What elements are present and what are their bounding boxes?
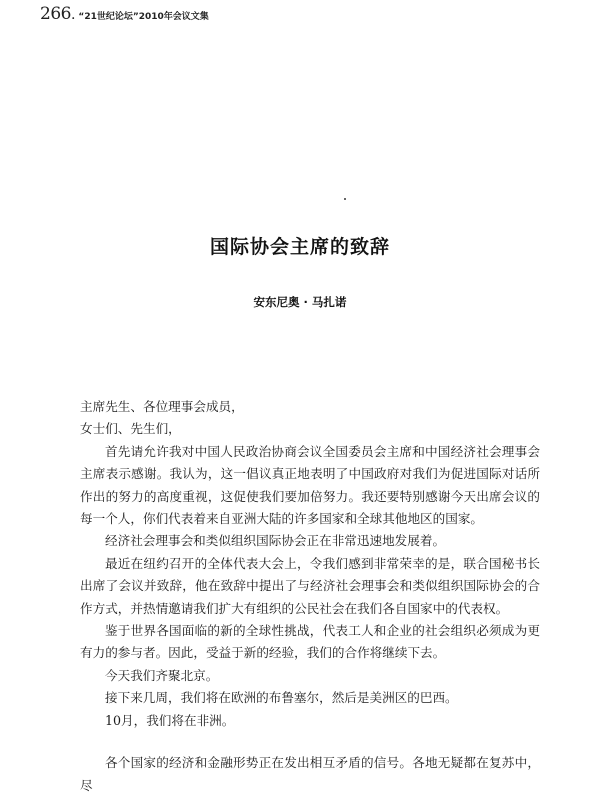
- article-title: 国际协会主席的致辞: [209, 236, 390, 258]
- body-paragraph: 10月，我们将在非洲。: [105, 712, 235, 728]
- journal-name: “21世纪论坛”2010年会议文集: [78, 12, 209, 22]
- running-header: [40, 4, 209, 24]
- body-paragraph: 接下来几周，我们将在欧洲的布鲁塞尔，然后是美洲区的巴西。: [105, 690, 458, 706]
- body-paragraph: 经济社会理事会和类似组织国际协会正在非常迅速地发展着。: [105, 533, 446, 549]
- body-paragraph: 鉴于世界各国面临的新的全球性挑战，代表工人和企业的社会组织必须成为更有力的参与者。因此，受益于新的经验，我们的合作将继续下去。: [80, 623, 540, 661]
- author-name: 安东尼奥 · 马扎诺: [253, 295, 347, 309]
- print-mark: [344, 198, 346, 200]
- body-paragraph: 今天我们齐聚北京。: [105, 667, 219, 683]
- body-paragraph: 最近在纽约召开的全体代表大会上，令我们感到非常荣幸的是，联合国秘书长出席了会议并致辞，他在致辞中提出了与经济社会理事会和类似组织国际协会的合作方式，并热情邀请我们扩大有组织的公民社会在我们各自国家中的代表权。: [80, 555, 540, 616]
- body-paragraph: 各个国家的经济和金融形势正在发出相互矛盾的信号。各地无疑都在复苏中，尽: [80, 755, 540, 793]
- page-number-separator: .: [70, 7, 76, 23]
- greeting-line: 主席先生、各位理事会成员，: [80, 399, 244, 414]
- article-body: [80, 396, 540, 797]
- greeting-line: 女士们、先生们，: [80, 421, 181, 437]
- page-number: 266: [40, 4, 71, 24]
- body-paragraph: 首先请允许我对中国人民政治协商会议全国委员会主席和中国经济社会理事会主席表示感谢。我认为，这一倡议真正地表明了中国政府对我们为促进国际对话所作出的努力的高度重视，这促使我们要加倍努力。我还要特别感谢今天出席会议的每一个人，你们代表着来自亚洲大陆的许多国家和全球其他地区的国家。: [80, 443, 540, 527]
